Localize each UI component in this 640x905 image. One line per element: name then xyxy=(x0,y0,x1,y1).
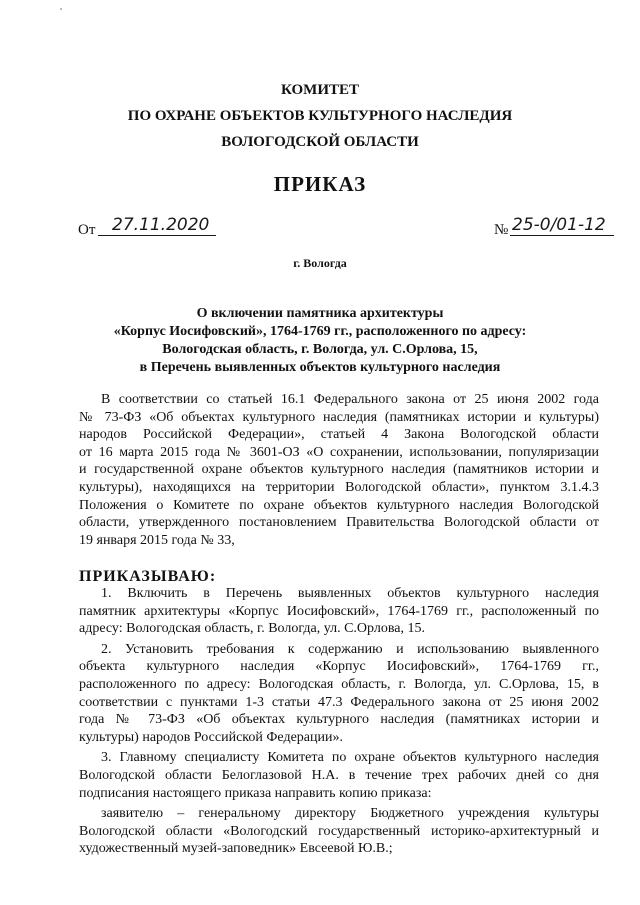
title-line: О включении памятника архитектуры xyxy=(196,306,444,321)
text-line: культуры), находящихся на территории Вологодской области», пунктом 3.1.4.3 xyxy=(79,479,599,495)
text-line: В соответствии со статьей 16.1 Федерального закона от 25 июня 2002 года xyxy=(101,392,599,407)
text-line: 2. Установить требования к содержанию и использованию выявленного xyxy=(101,641,599,657)
title-line: в Перечень выявленных объектов культурного наследия xyxy=(139,360,501,375)
order-item-2 xyxy=(79,641,599,747)
text-line: художественный музей-заповедник» Евсеевой Ю.В.; xyxy=(79,841,393,857)
text-line: объекта культурного наследия «Корпус Иосифовский», 1764-1769 гг., xyxy=(79,659,599,675)
order-item-1 xyxy=(79,585,599,638)
order-items xyxy=(79,585,599,858)
text-line: памятник архитектуры «Корпус Иосифовский», 1764-1769 гг., расположенный по xyxy=(79,603,599,619)
text-line: области, утвержденного постановлением Правительства Вологодской области от xyxy=(79,515,599,531)
text-line: 19 января 2015 года № 33, xyxy=(79,532,235,548)
order-item-3-recipient xyxy=(79,805,599,858)
text-line: Вологодской области Белоглазовой Н.А. в течение трех рабочих дней со дня xyxy=(79,767,599,783)
handwritten-number: 25-0/01-12 xyxy=(510,214,614,236)
text-line: народов Российской Федерации», статьей 4 Закона Вологодской области xyxy=(79,427,599,443)
text-line: года № 73-ФЗ «Об объектах культурного наследия (памятниках истории и xyxy=(79,712,599,728)
text-line: от 16 марта 2015 года № 3601-ОЗ «О сохранении, использовании, популяризации xyxy=(79,444,599,460)
city: г. Вологда xyxy=(293,256,347,270)
text-line: Вологодской области «Вологодский государственный историко-архитектурный и xyxy=(79,823,599,839)
org-name-line3: ВОЛОГОДСКОЙ ОБЛАСТИ xyxy=(221,134,419,150)
title-line: «Корпус Иосифовский», 1764-1769 гг., расположенного по адресу: xyxy=(113,324,527,339)
text-line: соответствии с пунктами 1-3 статьи 47.3 Федерального закона от 25 июня 2002 xyxy=(79,694,599,710)
text-line: заявителю – генеральному директору Бюджетного учреждения культуры xyxy=(101,806,599,822)
number-label: № xyxy=(494,222,509,238)
text-line: подписания настоящего приказа направить копию приказа: xyxy=(79,785,432,801)
text-line: № 73-ФЗ «Об объектах культурного наследия (памятниках истории и культуры) xyxy=(79,409,599,425)
text-line: адресу: Вологодская область, г. Вологда, ул. С.Орлова, 15. xyxy=(79,621,425,637)
org-name-line2: ПО ОХРАНЕ ОБЪЕКТОВ КУЛЬТУРНОГО НАСЛЕДИЯ xyxy=(127,108,513,124)
order-item-3 xyxy=(79,749,599,802)
scan-speck xyxy=(60,8,62,10)
document-title xyxy=(60,305,580,377)
handwritten-date: 27.11.2020 xyxy=(98,214,216,236)
org-name-line1: КОМИТЕТ xyxy=(280,82,359,98)
text-line: 1. Включить в Перечень выявленных объектов культурного наследия xyxy=(101,586,599,601)
text-line: Положения о Комитете по охране объектов культурного наследия Вологодской xyxy=(79,497,599,513)
date-label: От xyxy=(78,222,96,238)
order-heading: ПРИКАЗЫВАЮ: xyxy=(79,568,217,585)
text-line: и государственной охране объектов культурного наследия (памятников истории и xyxy=(79,462,599,478)
title-line: Вологодская область, г. Вологда, ул. С.Орлова, 15, xyxy=(162,342,478,357)
text-line: культуры) народов Российской Федерации». xyxy=(79,729,343,745)
text-line: 3. Главному специалисту Комитета по охране объектов культурного наследия xyxy=(101,750,599,766)
preamble-paragraph xyxy=(79,391,599,549)
document-type: ПРИКАЗ xyxy=(273,172,367,196)
text-line: расположенного по адресу: Вологодская область, г. Вологда, ул. С.Орлова, 15, в xyxy=(79,676,599,692)
